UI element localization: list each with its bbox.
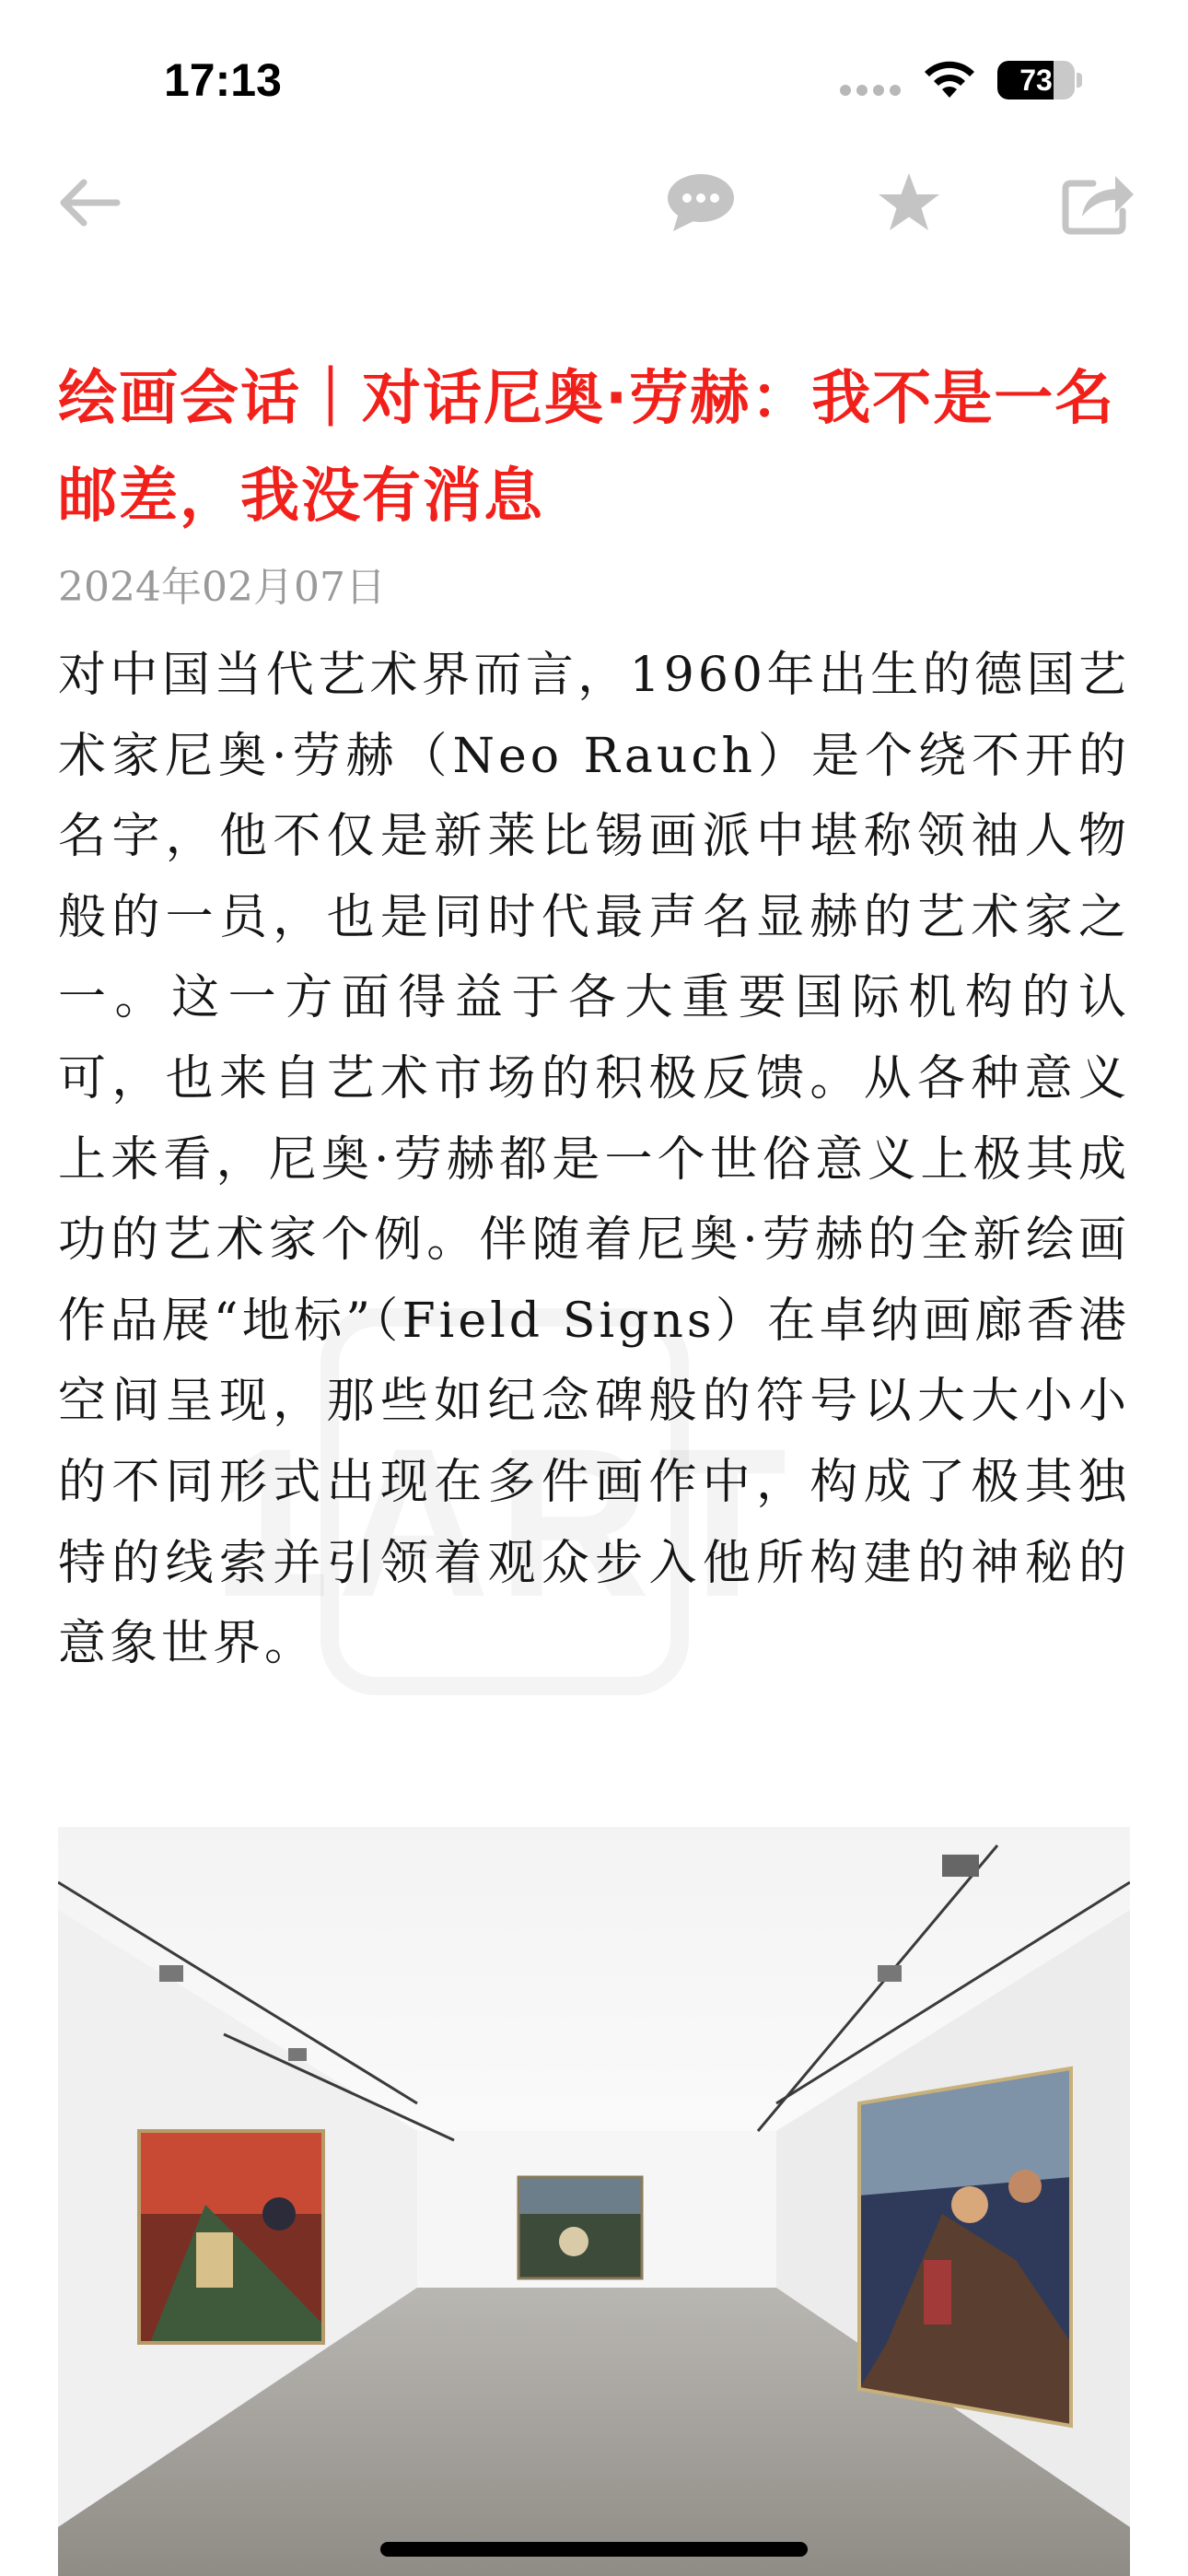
status-time: 17:13 (164, 54, 282, 106)
share-button[interactable] (1057, 166, 1140, 240)
back-arrow-icon (56, 177, 122, 228)
share-icon (1062, 170, 1136, 235)
article-date: 2024年02月07日 (58, 564, 386, 611)
status-bar (0, 0, 1188, 157)
comment-icon (666, 172, 736, 233)
article (58, 350, 1130, 1685)
star-icon (876, 171, 942, 234)
article-body: 对中国当代艺术界而言，1960年出生的德国艺术家尼奥·劳赫（Neo Rauch）是个绕不开的名字，他不仅是新莱比锡画派中堪称领袖人物般的一员，也是同时代最声名显赫的艺术家之一。这一方面得益于各大重要国际机构的认可，也来自艺术市场的积极反馈。从各种意义上来看，尼奥·劳赫都是一个世俗意义上极其成功的艺术家个例。伴随着尼奥·劳赫的全新绘画作品展“地标”（Field Signs）在卓纳画廊香港空间呈现，那些如纪念碑般的符号以大大小小的不同形式出现在多件画作中，构成了极其独特的线索并引领着观众步入他所构建的神秘的意象世界。 (58, 648, 1130, 1672)
back-button[interactable] (48, 166, 131, 240)
article-toolbar (0, 157, 1188, 249)
home-indicator[interactable] (380, 2542, 808, 2557)
wifi-icon (921, 57, 978, 101)
comment-button[interactable] (659, 166, 742, 240)
gallery-installation-photo[interactable] (58, 1827, 1130, 2576)
article-title: 绘画会话｜对话尼奥·劳赫：我不是一名邮差，我没有消息 (58, 365, 1116, 531)
signal-dots-icon (840, 85, 904, 98)
battery-icon (997, 61, 1082, 100)
battery-level: 73 (1019, 64, 1053, 97)
favorite-button[interactable] (868, 166, 950, 240)
